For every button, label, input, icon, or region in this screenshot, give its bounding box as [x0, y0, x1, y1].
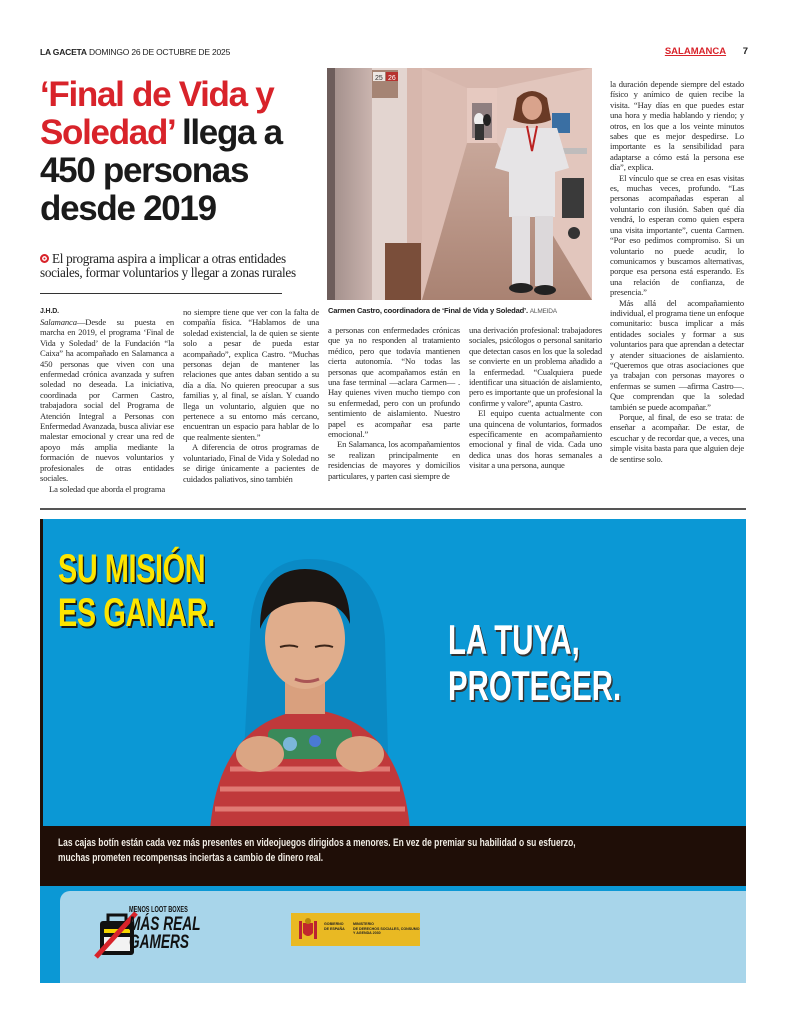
newspaper-name: LA GACETA	[40, 47, 87, 57]
ministry-name: MINISTERIO DE DERECHOS SOCIALES, CONSUMO Y AGENDA 2030	[353, 922, 420, 935]
page-number: 7	[742, 46, 748, 57]
article-paragraph: Salamanca—Desde su puesta en marcha en 2019, el programa ‘Final de Vida y Soledad’ de la Fundación “la Caixa” ha acompañado en Salamanca a 450 personas que viven con una enfermedad crónica avanzada y sufren soledad no deseada. La iniciativa, coordinada por Carmen Castro, trabajadora social del Programa de Atención Integral a Personas con Enfermedad Avanzada, busca aliviar ese malestar emocional y crear una red de apoyo más amplia mediante la formación de nuevos voluntarios y profesionales de otras entidades sociales.	[40, 317, 174, 484]
headline-quoted: ‘Final de Vida y Soledad’	[40, 75, 274, 152]
article-paragraph: El vínculo que se crea en esas visitas es, muchas veces, profundo. “Las personas acompañadas esperan al voluntario con ilusión. Saben qué día vendrá, lo esperan como quien espera una visita importante”, cuenta Carmen. “Por eso pedimos compromiso. Si un voluntario no puede acudir, lo comunicamos y buscamos alternativas, porque esa persona está esperando. Es una relación de confianza, de presencia.”	[610, 172, 744, 298]
section-name: SALAMANCA	[664, 46, 727, 57]
article-headline	[40, 76, 325, 228]
campaign-logo-text: MÁS REAL GAMERS	[129, 914, 201, 953]
article-column-3	[328, 325, 460, 481]
gov-name: GOBIERNO DE ESPAÑA	[324, 922, 345, 931]
ad-body-text: Las cajas botín están cada vez más presentes en videojuegos dirigidos a menores. En vez de premiar su habilidad o su esfuerzo, muchas prometen recompensas inciertas a cambio de dinero real.	[58, 837, 576, 864]
ad-headline-white: LA TUYA, PROTEGER.	[448, 616, 622, 709]
child-gaming-illustration	[190, 539, 430, 829]
government-logo	[291, 913, 420, 946]
coat-of-arms-icon	[297, 917, 319, 943]
article-paragraph: El equipo cuenta actualmente con una quincena de voluntarios, formados específicamente en acompañamiento emocional y final de vida. Cada uno dedica unas dos horas semanales a visitar a una persona, aunque	[469, 408, 602, 471]
headline-rest: llega a 450 personas desde 2019	[40, 113, 282, 228]
article-paragraph: A diferencia de otros programas de voluntariado, Final de Vida y Soledad no se dirige únicamente a pacientes de cuidados paliativos, sino también	[183, 442, 319, 484]
dateline: Salamanca	[40, 317, 77, 327]
article-paragraph: La soledad que aborda el programa	[49, 483, 166, 494]
article-paragraph: Porque, al final, de eso se trata: de enseñar a acompañar. De estar, de escuchar y de recordar que, a veces, una simple visita basta para que alguien deje de sentirse solo.	[610, 412, 744, 464]
article-column-2	[183, 307, 319, 484]
article-paragraph: Más allá del acompañamiento individual, el programa tiene un enfoque comunitario: busca implicar a más entidades sociales y formar a sus voluntarios para que aprendan a detectar y atender situaciones de aislamiento. “Queremos que otras asociaciones que ya trabajan con personas mayores o enfermas se sumen —afirma Castro—. Que comprendan que la soledad también se puede acompañar.”	[610, 297, 744, 412]
article-paragraph: no siempre tiene que ver con la falta de compañía física. “Hablamos de una soledad existencial, la de quien se siente solo a pesar de pueda estar acompañado”, explica Castro. “Muchas personas dejan de mantener las relaciones que antes daban sentido a su día a día. No quieren preocupar a sus familias y, al final, se aíslan. Y cuando llega un voluntario, alguien que no pertenece a su entorno más cercano, encuentran un espacio para hablar de lo que realmente sienten.”	[183, 307, 319, 442]
article-paragraph: la duración depende siempre del estado físico y anímico de quien recibe la visita. “Hay días en que puedes estar una hora y media hablando y riendo; y otros, en los que a los veinte minutos sabes que es mejor despedirse. Lo importante es la sensibilidad para adaptarse a cómo está la persona ese día”, explica.	[610, 79, 744, 173]
divider	[40, 293, 282, 294]
author-byline: J.H.D.	[40, 308, 59, 315]
article-column-4	[469, 325, 602, 471]
door-number-25: 25	[375, 75, 383, 82]
page-header-left	[40, 47, 230, 57]
campaign-tagline-small: MENOS LOOT BOXES	[129, 905, 188, 914]
ad-headline-yellow: SU MISIÓN ES GANAR.	[58, 547, 215, 635]
article-column-5	[610, 79, 744, 464]
bullet-icon	[40, 254, 49, 263]
article-paragraph: a personas con enfermedades crónicas que ya no responden al tratamiento médico, pero que todavía mantienen cierta autonomía. “No todas las personas que acompañamos están en una fase terminal —aclara Carmen— . Hay quienes viven mucho tiempo con su enfermedad, pero con un profundo sentimiento de aislamiento. Nuestro papel es acompañar esa parte emocional.”	[328, 325, 460, 440]
article-paragraph: una derivación profesional: trabajadores sociales, psicólogos o personal sanitario que detectan casos en los que la soledad se convierte en un problema añadido a la enfermedad. “Cualquiera puede identificar una situación de aislamiento, pero es importante que un profesional la confirme y valore”, apunta Castro.	[469, 325, 602, 408]
article-paragraph: En Salamanca, los acompañamientos se realizan principalmente en residencias de mayores y domicilios particulares, y parten casi siempre de	[328, 439, 460, 481]
door-number-26: 26	[388, 75, 396, 82]
issue-date: DOMINGO 26 DE OCTUBRE DE 2025	[89, 47, 231, 57]
section-separator	[40, 508, 746, 510]
subhead-text: El programa aspira a implicar a otras entidades sociales, formar voluntarios y llegar a zonas rurales	[40, 251, 296, 280]
photo-credit: ALMEIDA	[529, 308, 557, 315]
caption-text: Carmen Castro, coordinadora de ‘Final de Vida y Soledad’.	[328, 306, 528, 315]
article-photo	[327, 68, 592, 300]
ad-edge-strip	[40, 519, 43, 834]
article-subhead	[40, 252, 325, 280]
advertisement[interactable]	[40, 519, 746, 983]
article-column-1	[40, 307, 174, 494]
hospital-corridor-photo	[327, 68, 592, 300]
photo-caption	[328, 306, 598, 315]
page-header-right	[665, 46, 748, 57]
